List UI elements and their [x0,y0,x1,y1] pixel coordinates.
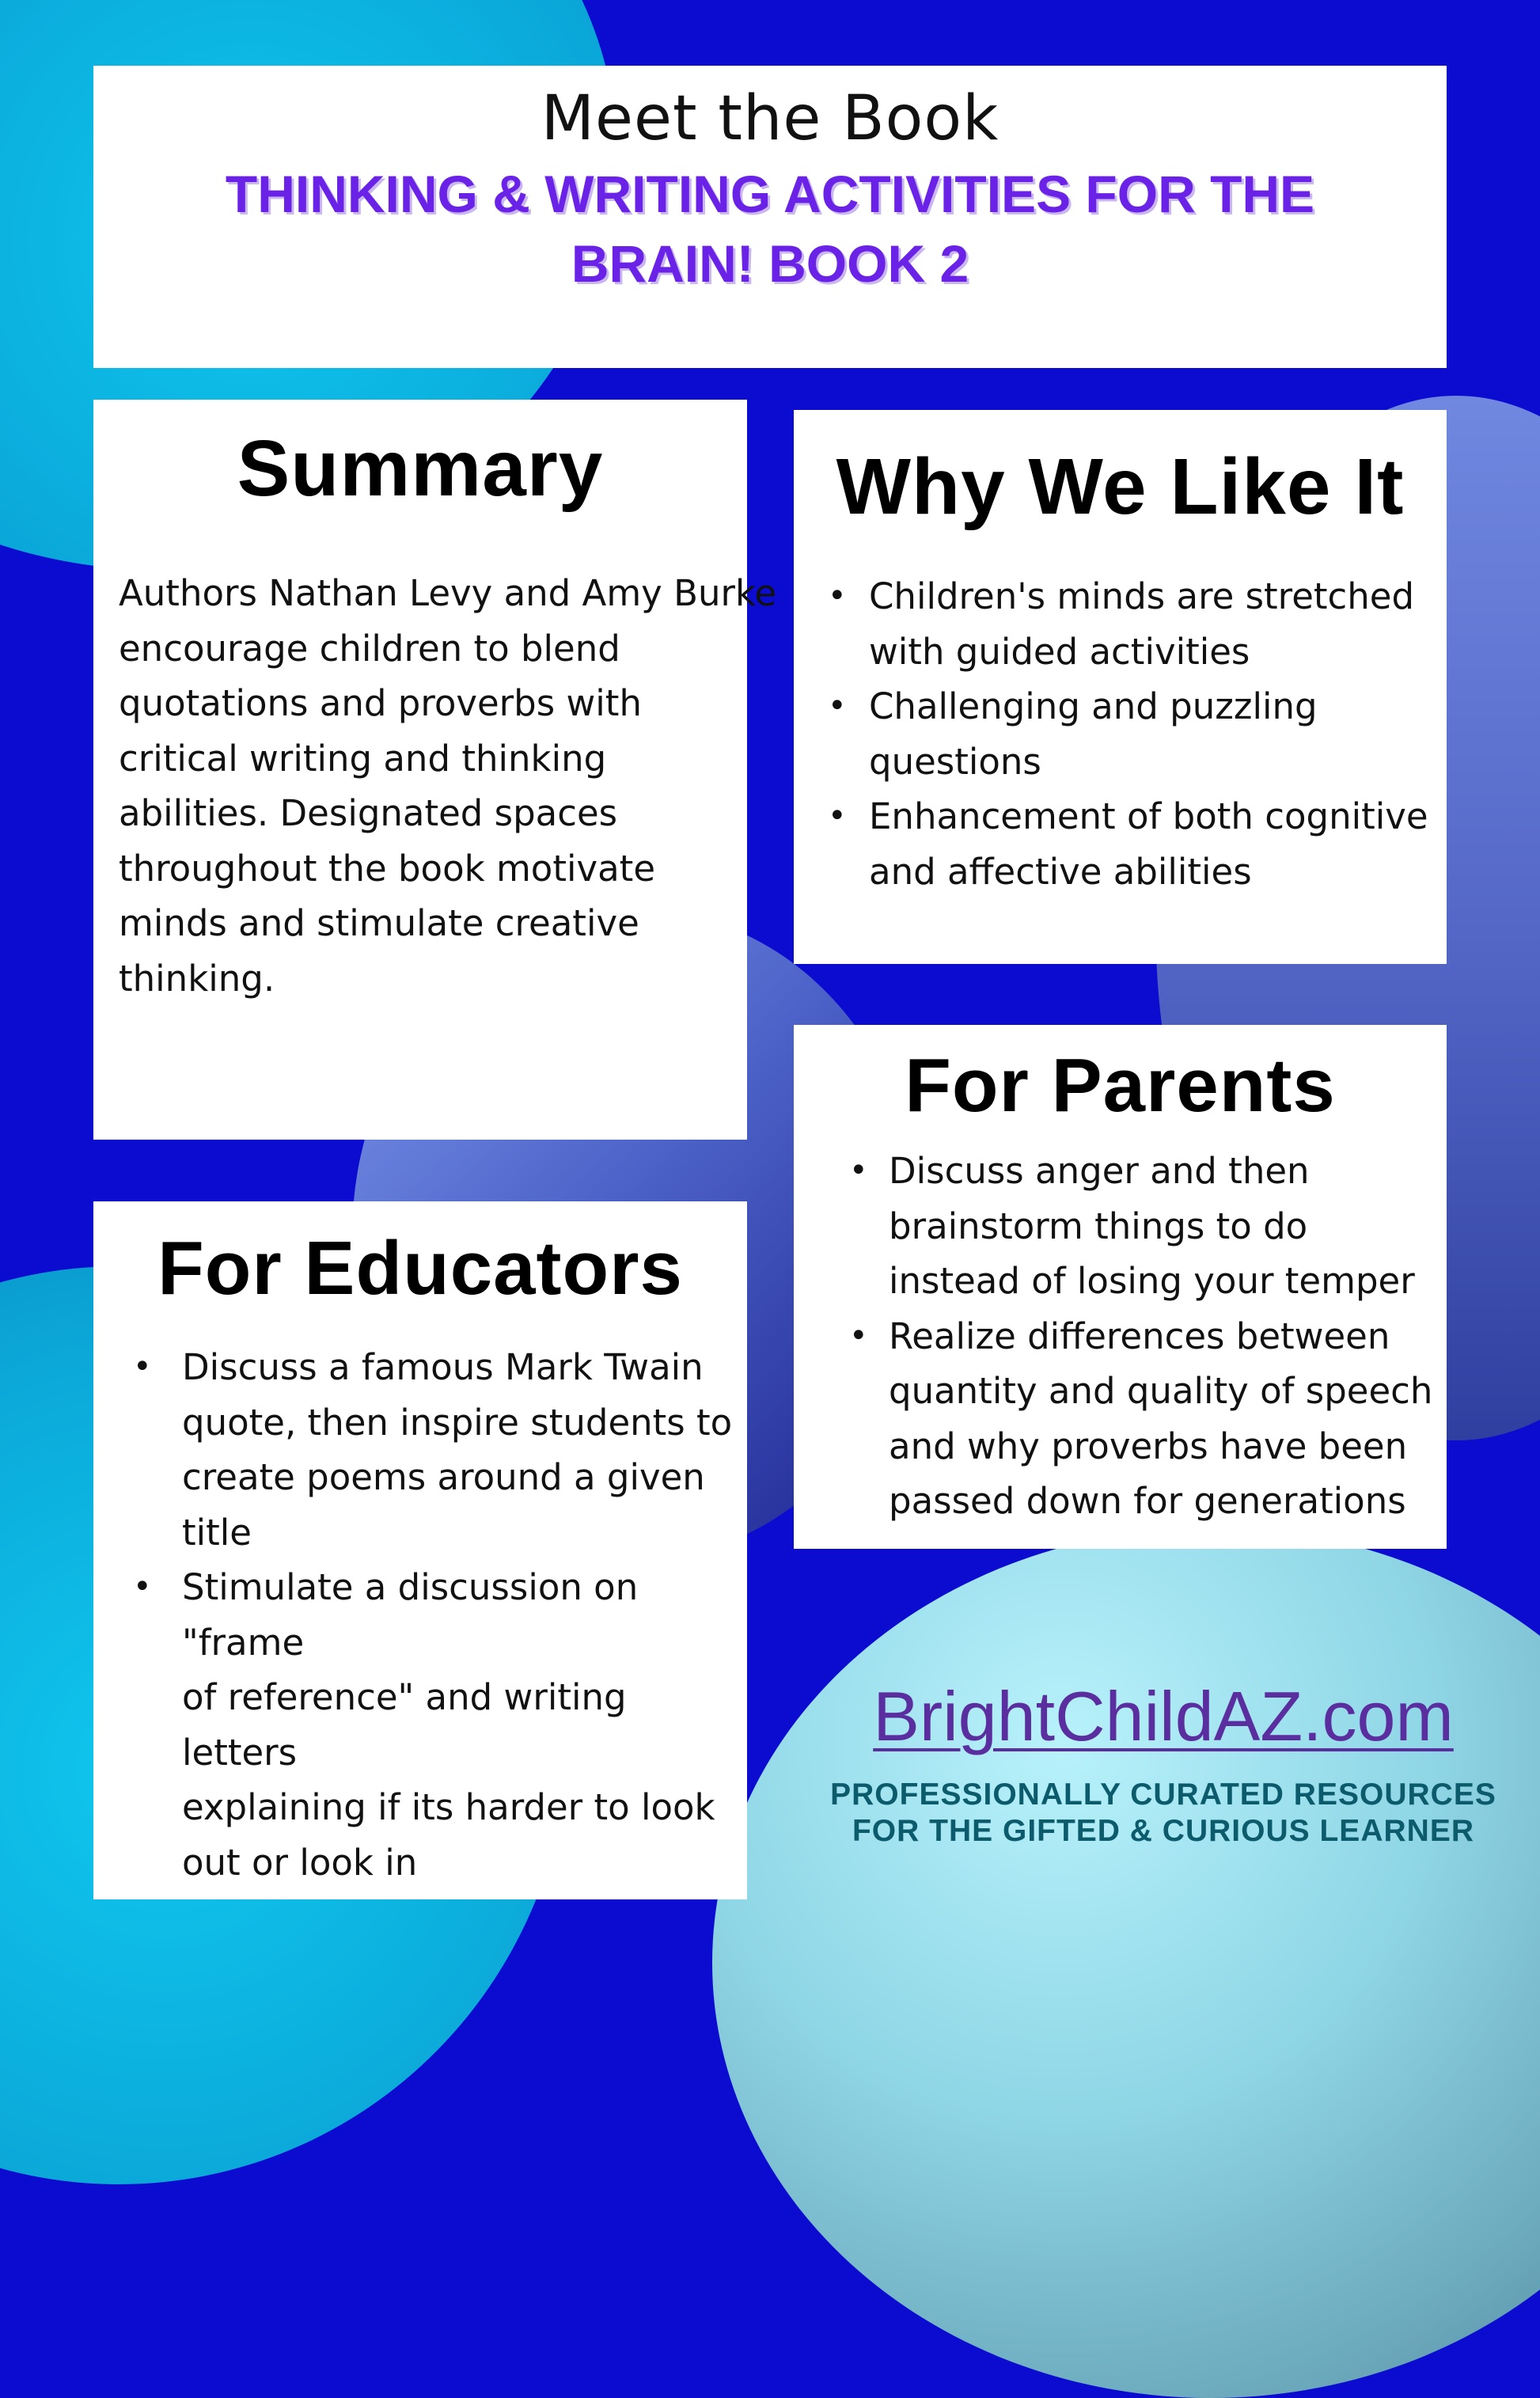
for-educators-card [93,1201,747,1899]
list-item-line: • Discuss a famous Mark Twain [182,1346,704,1388]
list-item-line: instead of losing your temper [889,1260,1415,1302]
for-educators-list [133,1340,742,1890]
decorative-circle-bottom-right [712,1527,1540,2398]
title-card [93,66,1447,368]
list-item [828,679,1437,789]
list-item [133,1340,742,1560]
list-item-line: with guided activities [869,630,1250,673]
summary-heading: Summary [237,424,604,513]
list-item-line: quote, then inspire students to [182,1401,733,1444]
brand-link[interactable]: BrightChildAZ.com [873,1677,1454,1755]
list-item-line: • Stimulate a discussion on "frame [182,1566,639,1664]
list-item-line: explaining if its harder to look [182,1786,715,1828]
list-item-line: • Children's minds are stretched [869,575,1415,617]
list-item-line: • Challenging and puzzling [869,685,1318,727]
why-we-like-it-card [794,410,1447,964]
summary-line: encourage children to blend [119,627,620,670]
summary-line: minds and stimulate creative [119,902,639,944]
list-item-line: and why proverbs have been [889,1425,1408,1467]
list-item [133,1560,742,1890]
summary-line: throughout the book motivate [119,847,656,890]
for-parents-heading: For Parents [905,1043,1336,1128]
book-title: THINKING & WRITING ACTIVITIES FOR THE BRAIN! BOOK 2 [225,165,1315,293]
list-item [828,569,1437,679]
list-item-line: of reference" and writing letters [182,1676,627,1774]
list-item-line: questions [869,740,1041,783]
list-item-line: quantity and quality of speech [889,1370,1433,1412]
summary-text [119,566,776,1006]
list-item [849,1144,1439,1309]
list-item-line: out or look in [182,1841,418,1884]
list-item-line: and affective abilities [869,850,1252,893]
summary-line: thinking. [119,957,275,1000]
meet-the-book-heading: Meet the Book [541,83,999,154]
tagline-line: FOR THE GIFTED & CURIOUS LEARNER [852,1814,1474,1848]
list-item-line: • Discuss anger and then [889,1150,1310,1192]
why-we-like-it-list [828,569,1437,899]
tagline-line: PROFESSIONALLY CURATED RESOURCES [830,1778,1496,1812]
list-item [828,789,1437,899]
list-item-line: title [182,1511,252,1554]
list-item [849,1309,1439,1529]
list-item-line: • Enhancement of both cognitive [869,795,1428,837]
list-item-line: brainstorm things to do [889,1205,1308,1247]
list-item-line: • Realize differences between [889,1315,1390,1357]
list-item-line: create poems around a given [182,1456,705,1498]
for-educators-heading: For Educators [157,1226,683,1311]
summary-line: abilities. Designated spaces [119,792,618,834]
summary-line: Authors Nathan Levy and Amy Burke [119,572,777,614]
summary-line: quotations and proverbs with [119,682,642,724]
summary-line: critical writing and thinking [119,737,607,780]
for-parents-card [794,1025,1447,1549]
list-item-line: passed down for generations [889,1480,1406,1522]
brand-tagline [791,1777,1535,1850]
why-we-like-it-heading: Why We Like It [836,442,1405,531]
for-parents-list [849,1144,1439,1529]
